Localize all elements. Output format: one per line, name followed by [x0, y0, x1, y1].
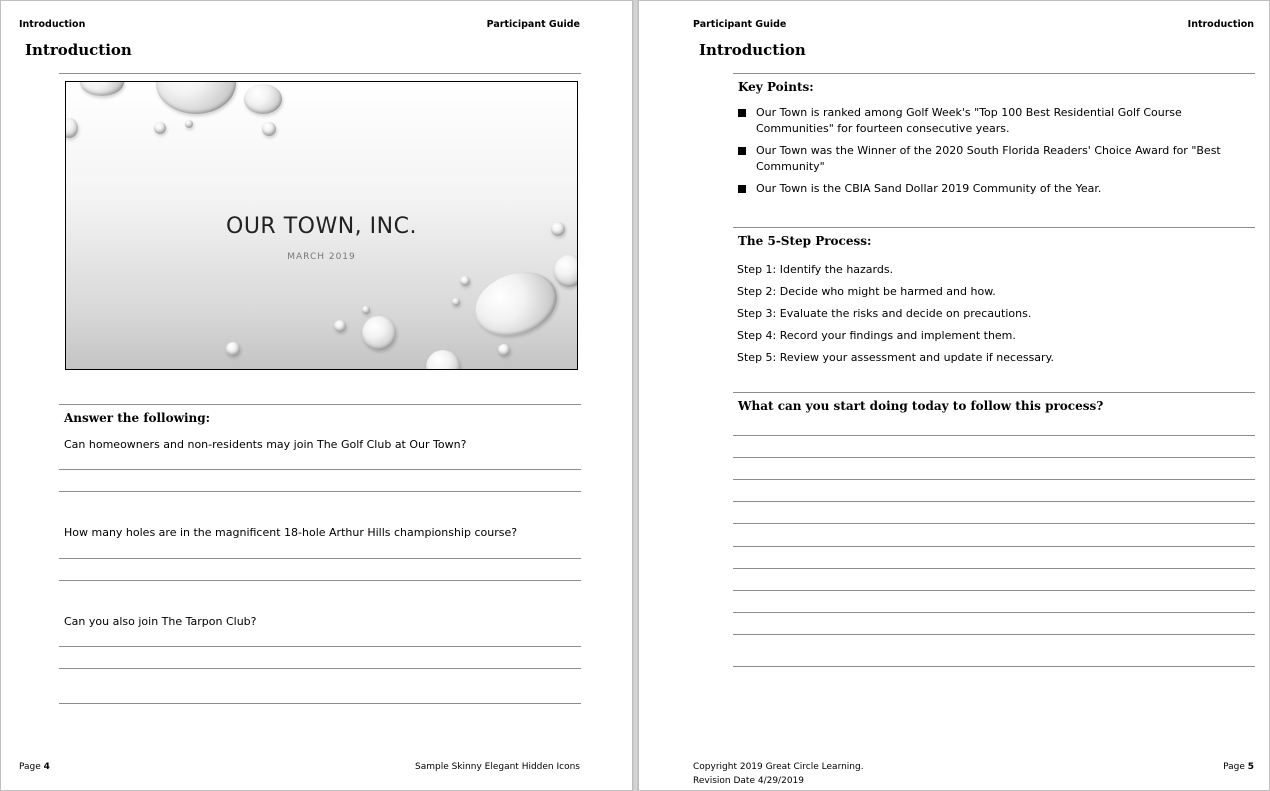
- list-item: Step 2: Decide who might be harmed and how.: [737, 285, 996, 298]
- water-drop: [226, 342, 240, 356]
- answer-line[interactable]: [59, 580, 581, 581]
- answer-line[interactable]: [733, 479, 1255, 480]
- answer-line[interactable]: [733, 634, 1255, 635]
- page-4: [0, 0, 633, 791]
- answer-line[interactable]: [59, 558, 581, 559]
- divider: [59, 404, 581, 405]
- answer-line[interactable]: [733, 523, 1255, 524]
- water-drop: [65, 118, 78, 138]
- key-point-text: Our Town was the Winner of the 2020 South Florida Readers' Choice Award for "Best Community": [756, 144, 1221, 173]
- question-2: How many holes are in the magnificent 18-hole Arthur Hills championship course?: [64, 526, 518, 539]
- answer-heading: Answer the following:: [64, 411, 211, 425]
- key-points-heading: Key Points:: [738, 80, 814, 94]
- question-3: Can you also join The Tarpon Club?: [64, 615, 257, 628]
- slide-title: OUR TOWN, INC.: [226, 214, 417, 239]
- list-item: Step 5: Review your assessment and update if necessary.: [737, 351, 1055, 364]
- square-bullet-icon: [738, 185, 746, 193]
- water-drop: [362, 316, 396, 350]
- answer-line[interactable]: [59, 469, 581, 470]
- answer-line[interactable]: [59, 703, 581, 704]
- answer-line[interactable]: [733, 568, 1255, 569]
- water-drop: [262, 122, 276, 136]
- answer-line[interactable]: [59, 668, 581, 669]
- square-bullet-icon: [738, 109, 746, 117]
- answer-line[interactable]: [733, 666, 1255, 667]
- water-drop: [244, 84, 282, 114]
- water-drop: [466, 261, 565, 346]
- list-item: Step 4: Record your findings and implement them.: [737, 329, 1016, 342]
- list-item: [738, 143, 1248, 175]
- water-drop: [426, 350, 460, 370]
- footer-copyright: Copyright 2019 Great Circle Learning.: [693, 762, 864, 772]
- page-number-value: 5: [1247, 762, 1254, 772]
- answer-line[interactable]: [733, 435, 1255, 436]
- list-item: [738, 105, 1248, 137]
- reflection-heading: What can you start doing today to follow this process?: [738, 399, 1104, 413]
- answer-line[interactable]: [733, 546, 1255, 547]
- page-number-value: 4: [43, 762, 50, 772]
- water-drop: [80, 81, 124, 96]
- list-item: [738, 181, 1248, 197]
- question-1: Can homeowners and non-residents may join The Golf Club at Our Town?: [64, 438, 467, 451]
- answer-line[interactable]: [733, 457, 1255, 458]
- key-points-list: [738, 105, 1248, 203]
- key-point-text: Our Town is the CBIA Sand Dollar 2019 Community of the Year.: [756, 182, 1102, 195]
- slide-image: [65, 81, 578, 370]
- header-right-text: Participant Guide: [486, 19, 580, 30]
- water-drop: [154, 122, 166, 134]
- key-point-text: Our Town is ranked among Golf Week's "Top 100 Best Residential Golf Course Communities" for fourteen consecutive years.: [756, 106, 1182, 135]
- page-title: Introduction: [25, 41, 132, 59]
- divider: [733, 73, 1255, 74]
- footer-revision: Revision Date 4/29/2019: [693, 776, 804, 786]
- water-drop: [156, 81, 236, 114]
- divider: [59, 73, 581, 74]
- water-drop: [498, 344, 510, 356]
- page-number: [1223, 762, 1254, 772]
- water-drop: [452, 298, 460, 306]
- slide-subtitle: MARCH 2019: [287, 252, 356, 262]
- answer-line[interactable]: [733, 501, 1255, 502]
- process-heading: The 5-Step Process:: [738, 234, 872, 248]
- page-label: Page: [1223, 762, 1248, 772]
- answer-line[interactable]: [59, 491, 581, 492]
- header-left-text: Participant Guide: [693, 19, 787, 30]
- header-left-text: Introduction: [19, 19, 86, 30]
- answer-line[interactable]: [733, 612, 1255, 613]
- divider: [733, 227, 1255, 228]
- answer-line[interactable]: [59, 646, 581, 647]
- header-right-text: Introduction: [1187, 19, 1254, 30]
- page-title: Introduction: [699, 41, 806, 59]
- water-drop: [362, 306, 370, 314]
- list-item: Step 3: Evaluate the risks and decide on precautions.: [737, 307, 1032, 320]
- answer-line[interactable]: [733, 590, 1255, 591]
- square-bullet-icon: [738, 147, 746, 155]
- water-drop: [460, 276, 470, 286]
- steps-list: [737, 259, 1054, 369]
- water-drop: [185, 120, 193, 128]
- water-drop: [334, 320, 346, 332]
- page-label: Page: [19, 762, 44, 772]
- divider: [733, 392, 1255, 393]
- page-number: [19, 762, 50, 772]
- footer-title: Sample Skinny Elegant Hidden Icons: [415, 762, 580, 772]
- list-item: Step 1: Identify the hazards.: [737, 263, 894, 276]
